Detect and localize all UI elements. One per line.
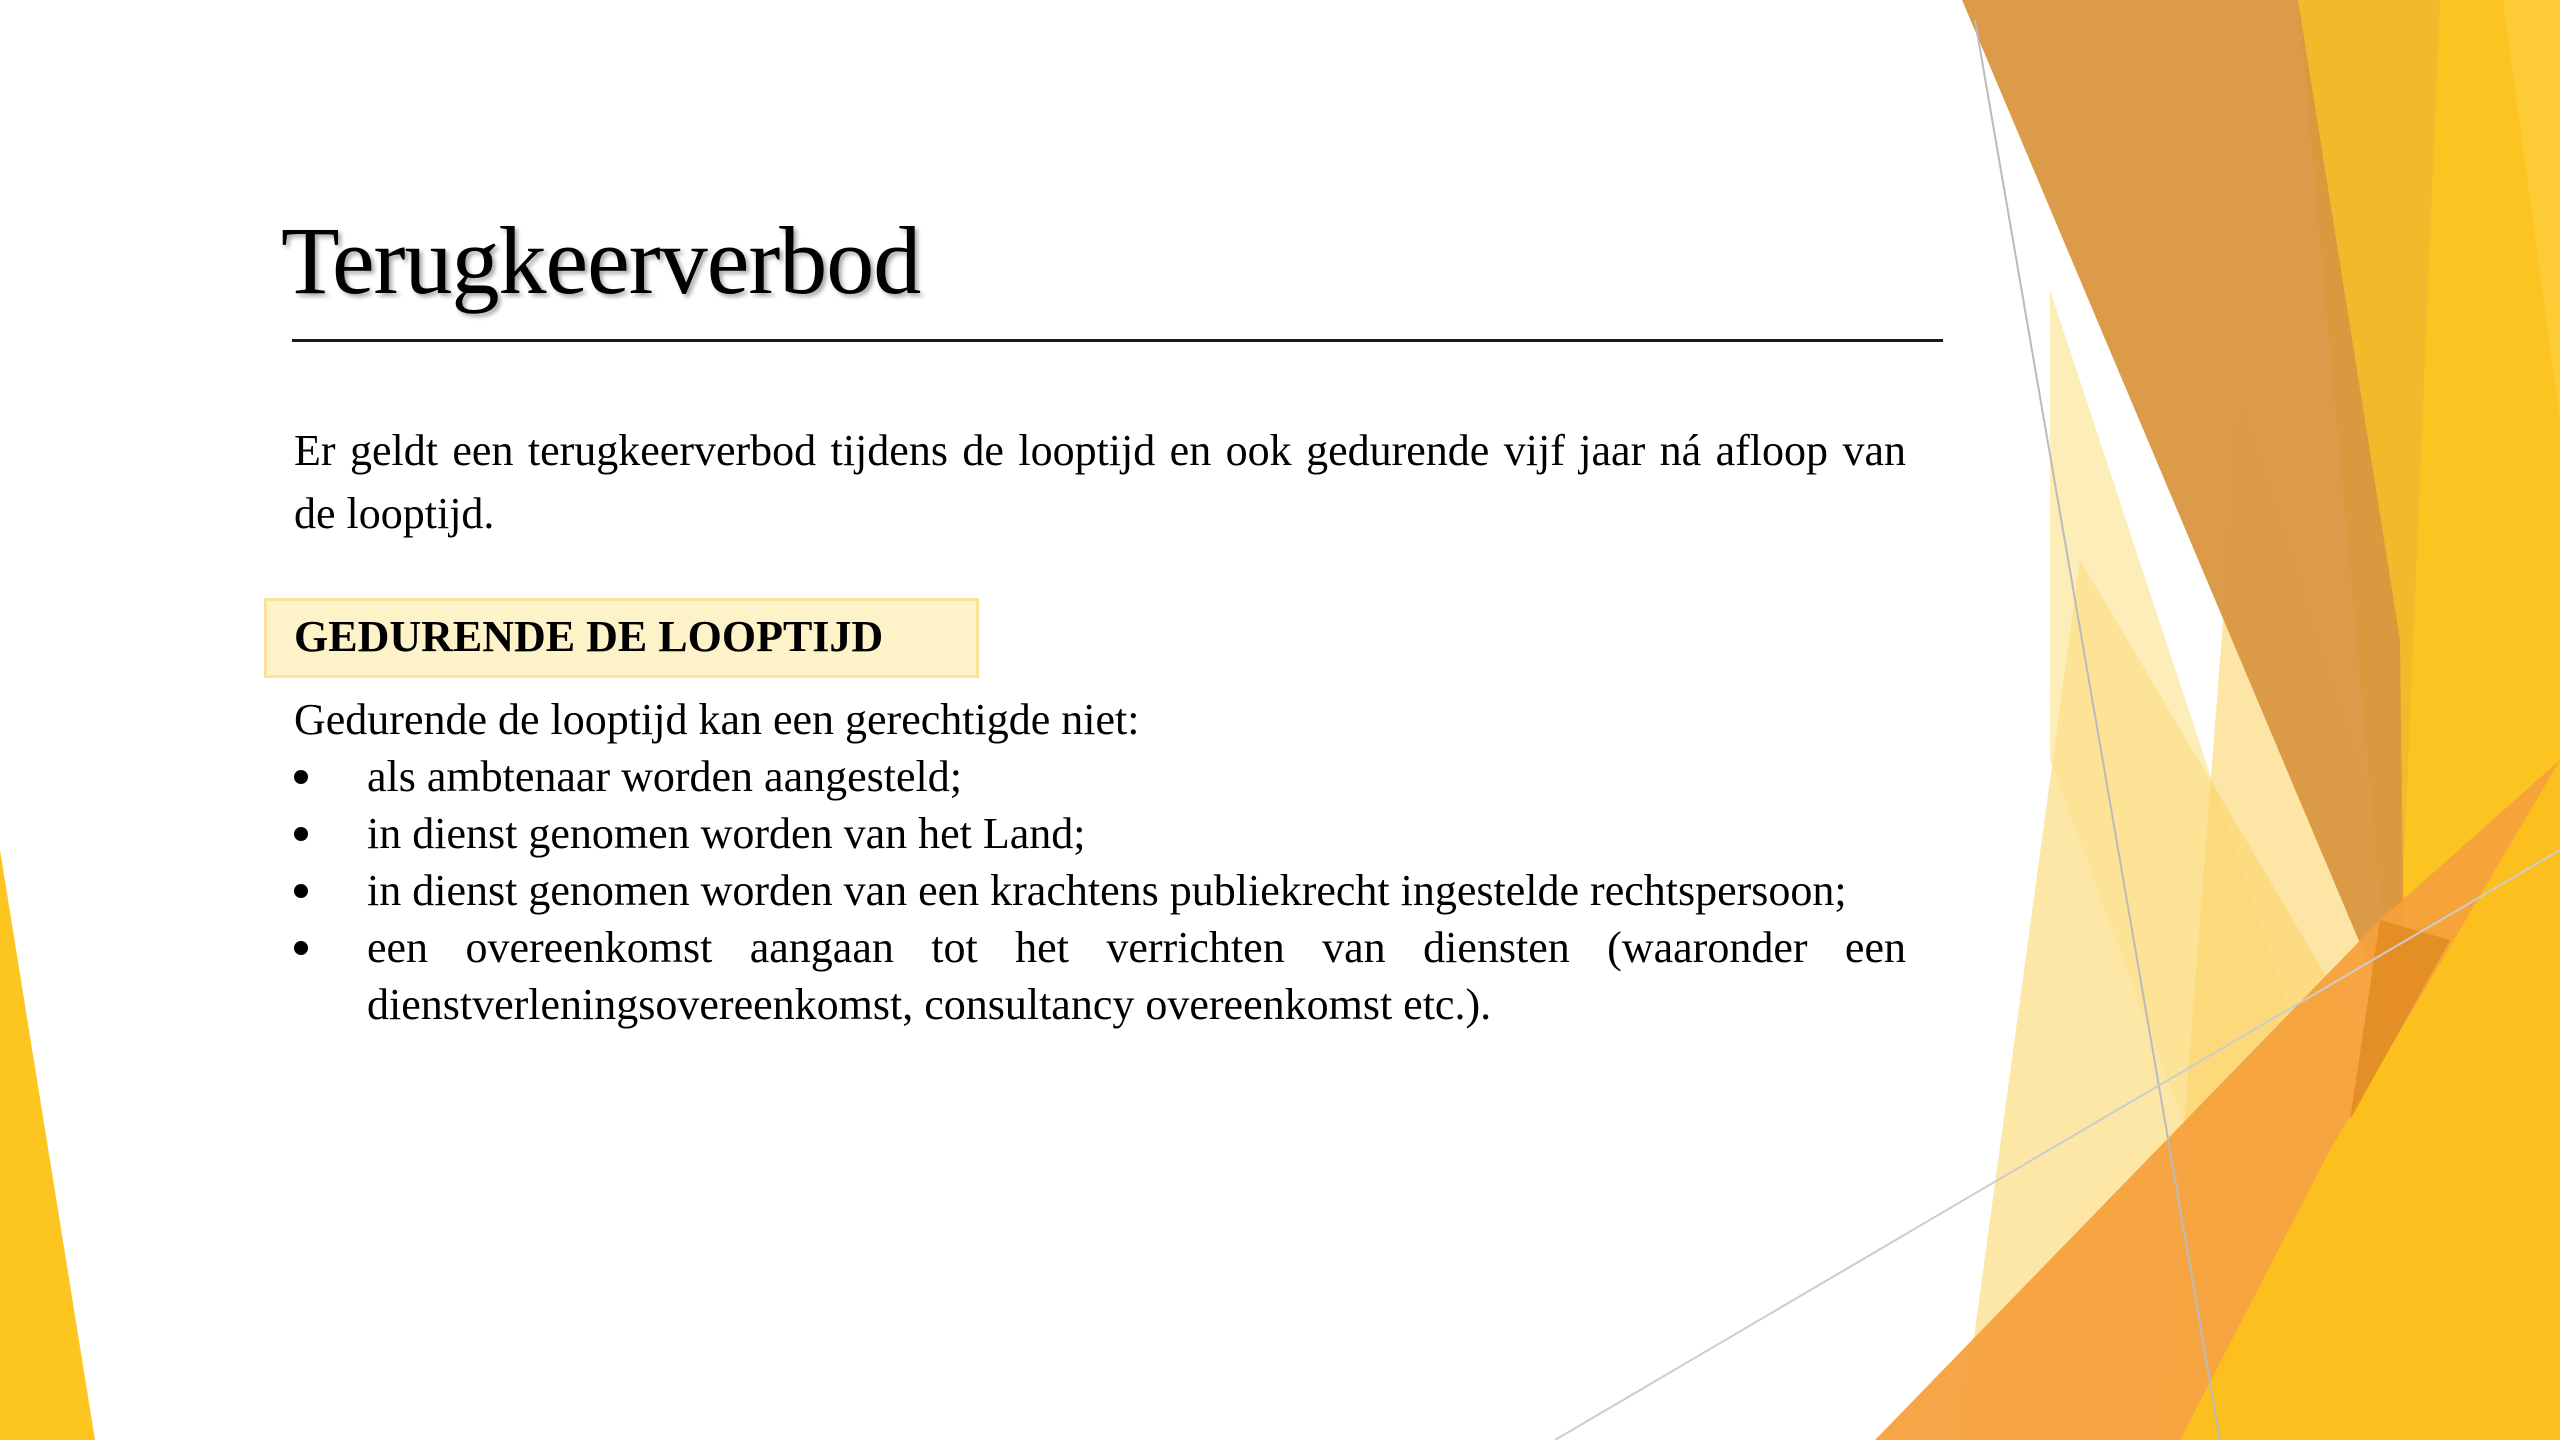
list-item-text: in dienst genomen worden van een krachtens publiekrecht ingestelde rechtspersoon; [367, 866, 1847, 915]
list-item-text: een overeenkomst aangaan tot het verrichten van diensten (waaronder een dienstverleningsovereenkomst, consultancy overeenkomst etc.). [367, 923, 1906, 1029]
bullet-icon [294, 827, 308, 841]
title-divider [292, 339, 1943, 342]
bullet-icon [294, 941, 308, 955]
bullet-icon [294, 884, 308, 898]
list-item [294, 748, 1906, 805]
section-heading: GEDURENDE DE LOOPTIJD [294, 612, 884, 661]
list-item [294, 862, 1906, 919]
section-lead-text: Gedurende de looptijd kan een gerechtigde niet: [294, 695, 1140, 744]
bullet-icon [294, 770, 308, 784]
bullet-list [294, 748, 1906, 1033]
list-item-text: als ambtenaar worden aangesteld; [367, 752, 962, 801]
slide-title: Terugkeerverbod [281, 207, 921, 314]
list-item-text: in dienst genomen worden van het Land; [367, 809, 1086, 858]
list-item [294, 805, 1906, 862]
list-item [294, 919, 1906, 1033]
intro-paragraph: Er geldt een terugkeerverbod tijdens de looptijd en ook gedurende vijf jaar ná afloop van de looptijd. [294, 426, 1906, 538]
